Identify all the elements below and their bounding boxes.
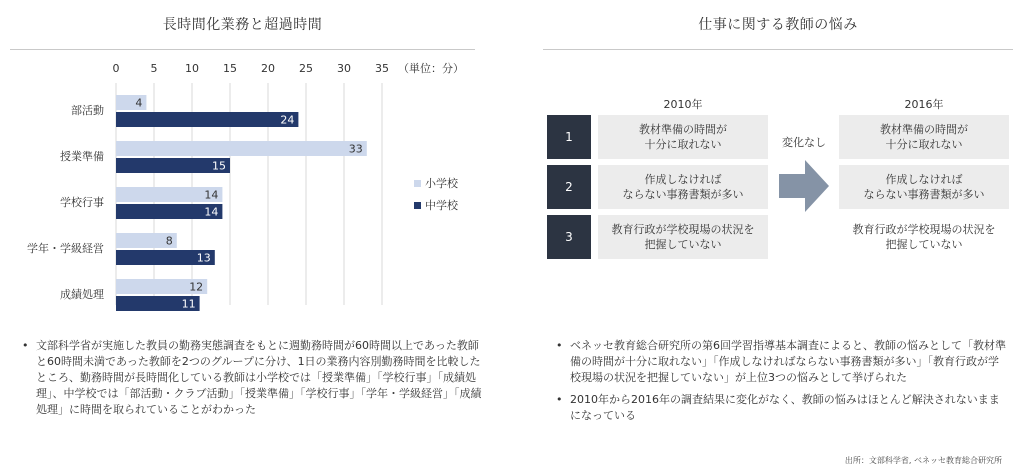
bar-chart (0, 55, 480, 315)
data-label: 15 (212, 159, 226, 173)
x-tick-label: 10 (185, 62, 199, 75)
data-label: 14 (204, 188, 219, 202)
x-tick-label: 20 (261, 62, 275, 75)
bar-junior-high (116, 112, 298, 127)
x-tick-label: 0 (112, 62, 120, 75)
worry-2010-3 (598, 215, 768, 259)
right-title-rule (543, 49, 1013, 50)
rank-1-box: 1 (547, 115, 591, 159)
x-tick-label: 30 (337, 62, 351, 75)
legend-item-elementary (414, 172, 458, 194)
right-arrow-icon (779, 158, 831, 214)
worry-2010-1-text: 教材準備の時間が 十分に取れない (639, 123, 727, 151)
x-tick-label: 5 (150, 62, 158, 75)
worry-2016-2-text: 作成しなければ ならない事務書類が多い (863, 173, 985, 201)
worry-2016-1 (839, 115, 1009, 159)
data-label: 12 (189, 280, 204, 294)
legend-swatch-elementary (414, 180, 421, 187)
bullet-icon: • (556, 393, 563, 406)
worry-2016-3 (839, 215, 1009, 259)
worry-2016-3-text: 教育行政が学校現場の状況を 把握していない (852, 223, 996, 251)
chart-panel-title: 長時間化業務と超過時間 (162, 17, 323, 33)
bullet-icon: • (22, 339, 29, 352)
chart-legend (414, 172, 458, 216)
rank-3-box: 3 (547, 215, 591, 259)
worry-2016-2 (839, 165, 1009, 209)
left-note-text: 文部科学省が実施した教員の勤務実態調査をもとに週勤務時間が60時間以上であった教師と60時間未満であった教師を2つのグループに分け、1日の業務内容別勤務時間を比較したところ、勤務時間が長時間化している教師は小学校では「授業準備」「学校行事」「成績処理」、中学校では「部活動・クラブ活動」「授業準備」「学校行事」「学年・学級経営」「成績処理」に時間を取られていることがわかった (36, 339, 482, 416)
category-label: 授業準備 (60, 150, 104, 163)
right-note-text-2: 2010年から2016年の調査結果に変化がなく、教師の悩みはほとんど解決されないままになっている (570, 393, 1000, 422)
year-2010-label: 2010年 (663, 98, 703, 111)
bullet-icon: • (556, 339, 563, 352)
legend-label-junior-high: 中学校 (425, 199, 458, 212)
left-title-rule (10, 49, 475, 50)
source-note: 出所：文部科学省, ベネッセ教育総合研究所 (844, 456, 1002, 465)
rank-2-box: 2 (547, 165, 591, 209)
left-notes (22, 338, 482, 424)
data-label: 4 (135, 96, 143, 110)
data-label: 14 (204, 205, 219, 219)
category-label: 成績処理 (60, 288, 104, 301)
legend-swatch-junior-high (414, 202, 421, 209)
x-tick-label: 15 (223, 62, 237, 75)
right-note-text-1: ベネッセ教育総合研究所の第6回学習指導基本調査によると、教師の悩みとして「教材準備の時間が十分に取れない」「作成しなければならない事務書類が多い」「教育行政が学校現場の状況を把握していない」が上位3つの悩みとして挙げられた (570, 339, 1006, 384)
worry-2010-3-text: 教育行政が学校現場の状況を 把握していない (611, 223, 755, 251)
legend-item-junior-high (414, 194, 458, 216)
data-label: 33 (348, 142, 363, 156)
change-label: 変化なし (782, 136, 826, 149)
year-2016-label: 2016年 (904, 98, 944, 111)
data-label: 24 (280, 113, 295, 127)
right-notes (556, 338, 1008, 430)
worry-2010-1 (598, 115, 768, 159)
data-label: 13 (196, 251, 211, 265)
unit-label: （単位：分） (398, 62, 464, 75)
left-note-item (22, 338, 482, 418)
data-label: 8 (165, 234, 173, 248)
x-tick-label: 25 (299, 62, 313, 75)
data-label: 11 (181, 297, 196, 311)
bar-elementary (116, 141, 367, 156)
right-note-item-1 (556, 338, 1008, 386)
category-label: 学年・学級経営 (27, 242, 104, 255)
category-label: 部活動 (71, 104, 104, 117)
x-tick-label: 35 (375, 62, 389, 75)
worries-panel-title: 仕事に関する教師の悩み (698, 17, 858, 33)
category-label: 学校行事 (60, 196, 104, 209)
worry-2016-1-text: 教材準備の時間が 十分に取れない (880, 123, 968, 151)
worry-2010-2-text: 作成しなければ ならない事務書類が多い (622, 173, 744, 201)
worry-2010-2 (598, 165, 768, 209)
right-note-item-2 (556, 392, 1008, 424)
legend-label-elementary: 小学校 (425, 177, 458, 190)
